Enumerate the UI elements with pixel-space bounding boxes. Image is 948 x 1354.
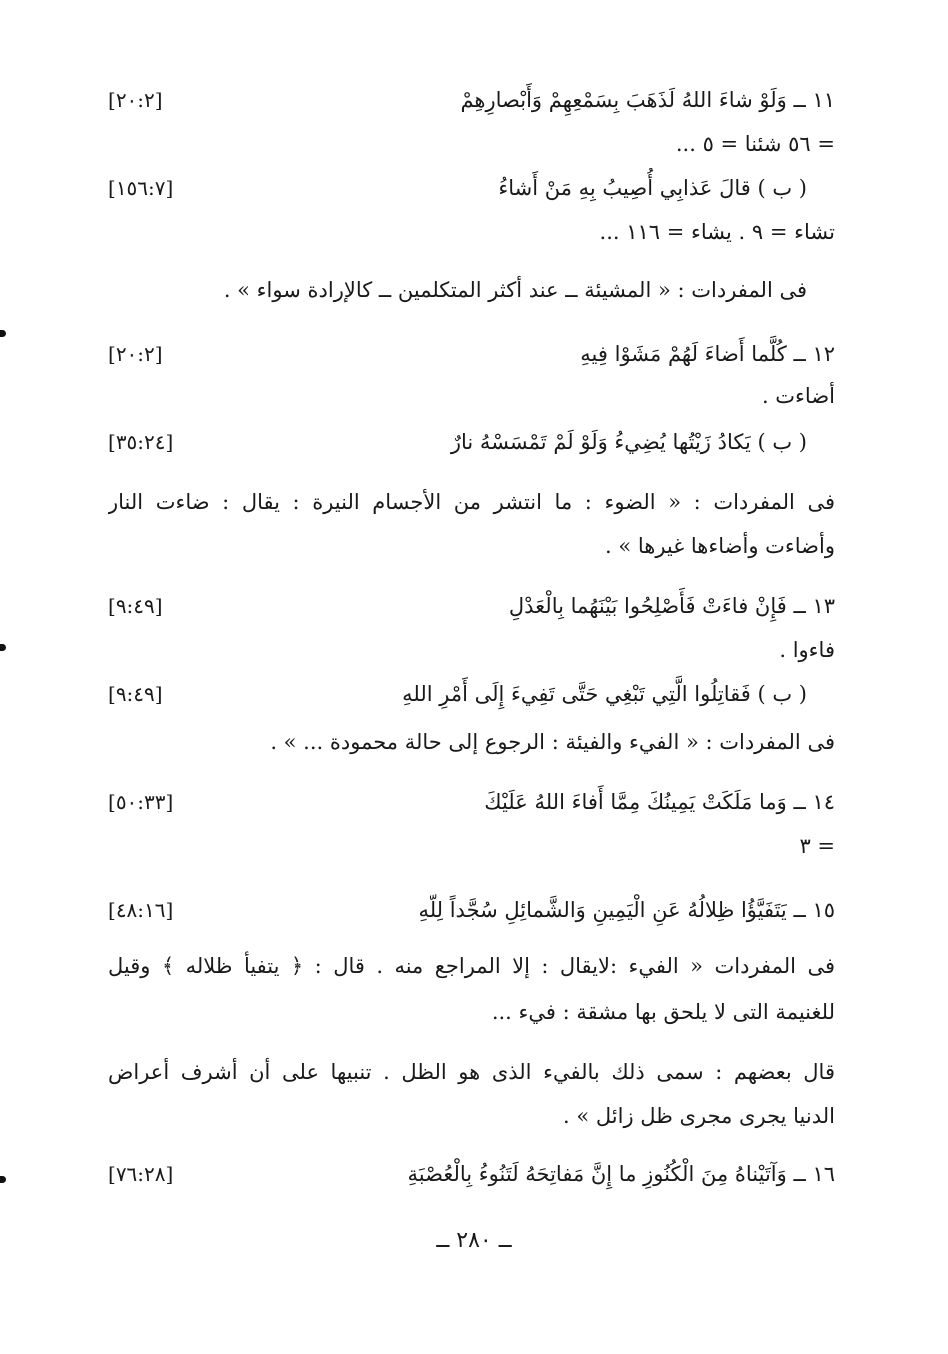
commentary-text: قال بعضهم : سمى ذلك بالفيء الذى هو الظل . تنبيها على أن أشرف أعراض [108, 1060, 835, 1084]
commentary-text: وأضاءت وأضاءها غيرها » . [604, 534, 835, 558]
entry-14-verse [108, 782, 835, 822]
commentary-text: للغنيمة التى لا يلحق بها مشقة : فيء ... [491, 1000, 835, 1024]
entry-13-b-verse [108, 674, 835, 714]
verse-text: ( ب ) يَكادُ زَيْتُها يُضِيءُ وَلَوْ لَمْ تَمْسَسْهُ نارٌ [450, 430, 807, 454]
verse-text: ١٢ ــ كُلَّما أَضاءَ لَهُمْ مَشَوْا فِيهِ [580, 342, 835, 366]
verse-reference: [٣٥:٢٤] [108, 430, 174, 454]
verse-reference: [٢٠:٢] [108, 88, 163, 112]
entry-14-count [108, 826, 835, 866]
entry-16-verse [108, 1154, 835, 1194]
entry-15-comment-line-1 [108, 1052, 835, 1092]
entry-13-mufradat [108, 722, 835, 762]
commentary-text: فى المفردات « الفيء :لايقال : إلا المراجع منه . قال : ﴿ يتفيأ ظلاله ﴾ وقيل [108, 954, 835, 978]
count-text: ٣ = [799, 834, 835, 858]
verse-text: ( ب ) فَقاتِلُوا الَّتِي تَبْغِي حَتَّى تَفِيءَ إِلَى أَمْرِ اللهِ [402, 682, 807, 706]
verse-reference: [٢٠:٢] [108, 342, 163, 366]
entry-11-count [108, 124, 835, 164]
verse-text: ١٣ ــ فَإِنْ فاءَتْ فَأَصْلِحُوا بَيْنَهُما بِالْعَدْلِ [508, 594, 835, 618]
count-text: أضاءت . [761, 384, 835, 408]
entry-12-verse [108, 334, 835, 374]
binding-mark [0, 1176, 6, 1183]
entry-15-mufradat-line-2 [108, 992, 835, 1032]
verse-text: ١٦ ــ وَآتَيْناهُ مِنَ الْكُنُوزِ ما إِنَّ مَفاتِحَهُ لَتَنُوءُ بِالْعُصْبَةِ [407, 1162, 835, 1186]
verse-reference: [١٥٦:٧] [108, 176, 174, 200]
verse-text: ١١ ــ وَلَوْ شاءَ اللهُ لَذَهَبَ بِسَمْعِهِمْ وَأَبْصارِهِمْ [460, 88, 835, 112]
count-text: فاءوا . [779, 638, 835, 662]
binding-mark [0, 644, 6, 651]
entry-15-verse [108, 890, 835, 930]
commentary-text: فى المفردات : « الفيء والفيئة : الرجوع إلى حالة محمودة ... » . [270, 730, 835, 754]
verse-text: ( ب ) قالَ عَذابِي أُصِيبُ بِهِ مَنْ أَشاءُ [498, 176, 807, 200]
commentary-text: فى المفردات : « الضوء : ما انتشر من الأجسام النيرة : يقال : ضاءت النار [108, 490, 835, 514]
entry-13-verse [108, 586, 835, 626]
verse-reference: [٥٠:٣٣] [108, 790, 174, 814]
entry-12-b-verse [108, 422, 835, 462]
count-text: = ٥٦ شئنا = ٥ ... [675, 132, 835, 156]
entry-11-b-verse [108, 168, 835, 208]
entry-13-count [108, 630, 835, 670]
entry-12-count [108, 376, 835, 416]
page-number: ــ ٢٨٠ ــ [436, 1228, 512, 1253]
entry-15-comment-line-2 [108, 1096, 835, 1136]
verse-reference: [٩:٤٩] [108, 594, 163, 618]
verse-reference: [٧٦:٢٨] [108, 1162, 174, 1186]
entry-12-mufradat-line-1 [108, 482, 835, 522]
verse-text: ١٤ ــ وَما مَلَكَتْ يَمِينُكَ مِمَّا أَفاءَ اللهُ عَلَيْكَ [484, 790, 835, 814]
count-text: تشاء = ٩ . يشاء = ١١٦ ... [599, 220, 835, 244]
entry-11-verse [108, 80, 835, 120]
verse-reference: [٩:٤٩] [108, 682, 163, 706]
entry-11-b-count [108, 212, 835, 252]
entry-15-mufradat-line-1 [108, 946, 835, 986]
entry-11-mufradat [108, 270, 835, 310]
binding-mark [0, 330, 6, 337]
verse-text: ١٥ ــ يَتَفَيَّؤُا ظِلالُهُ عَنِ الْيَمِينِ وَالشَّمائِلِ سُجَّداً لِلّهِ [418, 898, 835, 922]
entry-12-mufradat-line-2 [108, 526, 835, 566]
verse-reference: [٤٨:١٦] [108, 898, 174, 922]
commentary-text: الدنيا يجرى مجرى ظل زائل » . [562, 1104, 835, 1128]
commentary-text: فى المفردات : « المشيئة ــ عند أكثر المتكلمين ــ كالإرادة سواء » . [223, 278, 807, 302]
